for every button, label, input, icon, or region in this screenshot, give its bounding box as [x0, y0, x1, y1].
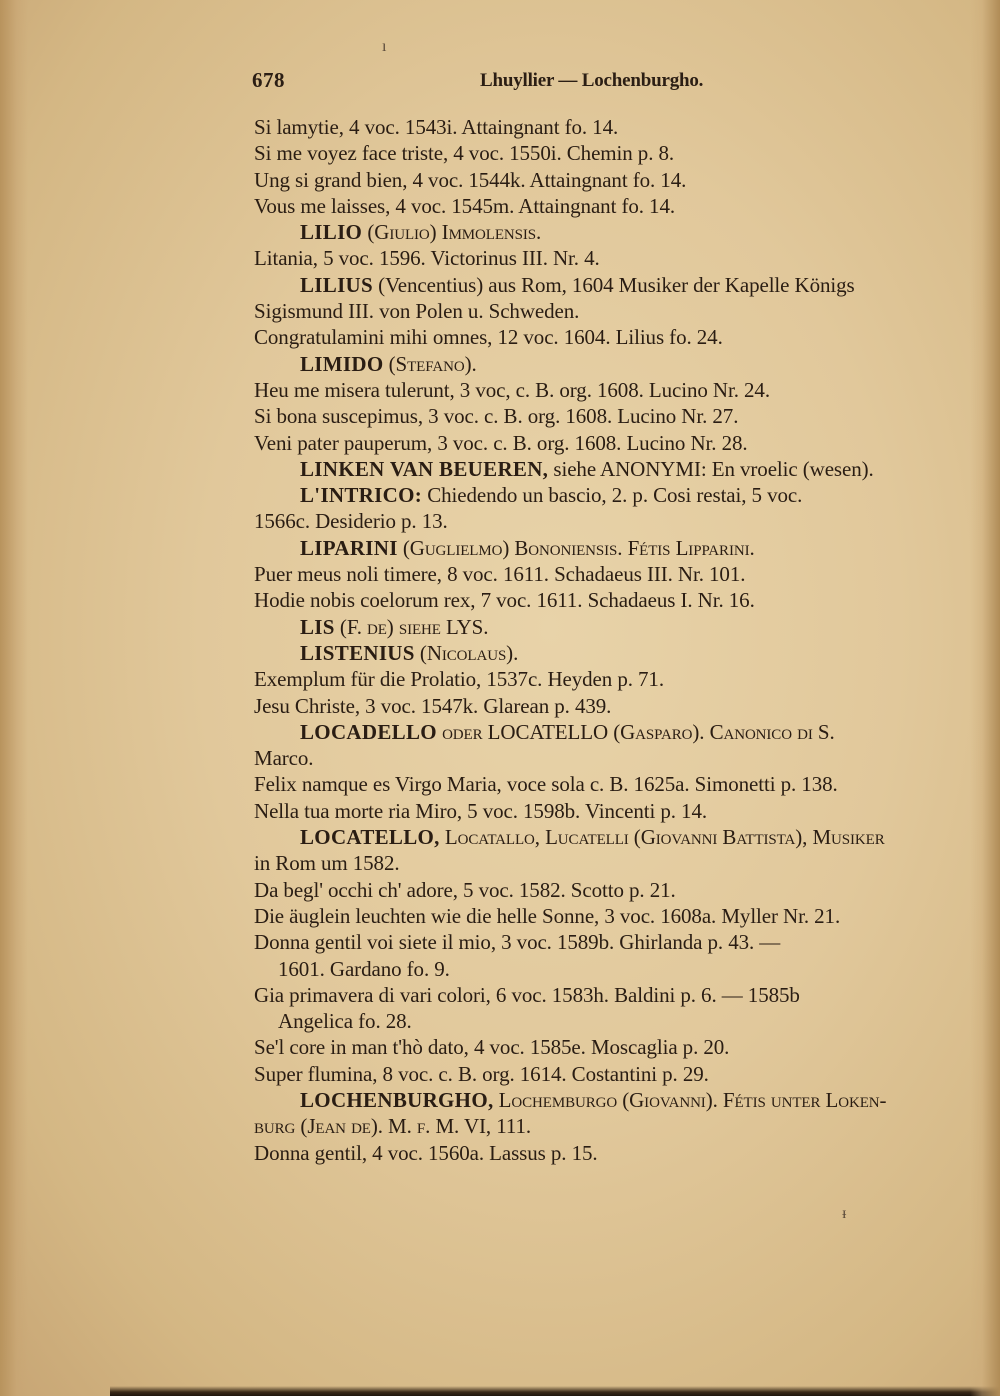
- running-head: Lhuyllier — Lochenburgho.: [480, 70, 704, 91]
- entry-line: Veni pater pauperum, 3 voc. c. B. org. 1608. Lucino Nr. 28.: [254, 430, 748, 455]
- ink-speck: ı: [382, 38, 387, 55]
- entry-line: Donna gentil voi siete il mio, 3 voc. 1589b. Ghirlanda p. 43. —: [254, 930, 781, 955]
- entry-line: Ung si grand bien, 4 voc. 1544k. Attaingnant fo. 14.: [254, 167, 687, 192]
- entry-continuation: Angelica fo. 28.: [278, 1009, 412, 1034]
- composer-heading: LISTENIUS (Nicolaus).: [300, 640, 519, 665]
- entry-line: Si bona suscepimus, 3 voc. c. B. org. 1608. Lucino Nr. 27.: [254, 404, 739, 429]
- composer-name: LILIUS: [300, 272, 374, 297]
- page-header: [252, 68, 892, 98]
- composer-name: LOCATELLO,: [300, 825, 440, 850]
- entry-line: burg (Jean de). M. f. M. VI, 111.: [254, 1114, 532, 1139]
- composer-heading: L'INTRICO: Chiedendo un bascio, 2. p. Cosi restai, 5 voc.: [300, 483, 803, 508]
- composer-name: LIPARINI: [300, 535, 398, 560]
- composer-name: LISTENIUS: [300, 640, 415, 665]
- entry-line: Nella tua morte ria Miro, 5 voc. 1598b. Vincenti p. 14.: [254, 798, 708, 823]
- entry-line: Exemplum für die Prolatio, 1537c. Heyden p. 71.: [254, 667, 664, 692]
- entry-line: Congratulamini mihi omnes, 12 voc. 1604. Lilius fo. 24.: [254, 325, 723, 350]
- entry-line: Heu me misera tulerunt, 3 voc, c. B. org. 1608. Lucino Nr. 24.: [254, 377, 770, 402]
- composer-heading: LIPARINI (Guglielmo) Bononiensis. Fétis Lipparini.: [300, 535, 755, 560]
- composer-heading: LIS (F. de) siehe LYS.: [300, 614, 489, 639]
- composer-name: LOCHENBURGHO,: [300, 1087, 494, 1112]
- entry-line: Puer meus noli timere, 8 voc. 1611. Schadaeus III. Nr. 101.: [254, 562, 746, 587]
- entry-line: Die äuglein leuchten wie die helle Sonne, 3 voc. 1608a. Myller Nr. 21.: [254, 903, 841, 928]
- composer-name: LOCADELLO: [300, 719, 437, 744]
- entry-line: Marco.: [254, 746, 314, 771]
- composer-name: L'INTRICO:: [300, 483, 423, 508]
- entry-line: Gia primavera di vari colori, 6 voc. 1583h. Baldini p. 6. — 1585b: [254, 982, 800, 1007]
- composer-heading: LOCATELLO, Locatallo, Lucatelli (Giovanni Battista), Musiker: [300, 825, 885, 850]
- entry-line: Hodie nobis coelorum rex, 7 voc. 1611. Schadaeus I. Nr. 16.: [254, 588, 755, 613]
- entry-line: Super flumina, 8 voc. c. B. org. 1614. Costantini p. 29.: [254, 1061, 709, 1086]
- composer-name: LILIO: [300, 220, 363, 245]
- composer-heading: LILIUS (Vencentius) aus Rom, 1604 Musiker der Kapelle Königs: [300, 272, 855, 297]
- entry-line: Donna gentil, 4 voc. 1560a. Lassus p. 15.: [254, 1140, 598, 1165]
- composer-heading: LILIO (Giulio) Immolensis.: [300, 220, 542, 245]
- entry-line: Vous me laisses, 4 voc. 1545m. Attaingnant fo. 14.: [254, 193, 675, 218]
- text-block: [254, 114, 922, 1166]
- entry-line: Litania, 5 voc. 1596. Victorinus III. Nr. 4.: [254, 246, 600, 271]
- entry-line: Si me voyez face triste, 4 voc. 1550i. Chemin p. 8.: [254, 141, 675, 166]
- composer-heading: LINKEN VAN BEUEREN, siehe ANONYMI: En vroelic (wesen).: [300, 456, 874, 481]
- entry-line: Si lamytie, 4 voc. 1543i. Attaingnant fo. 14.: [254, 115, 619, 139]
- entry-continuation: 1601. Gardano fo. 9.: [278, 956, 450, 981]
- entry-line: in Rom um 1582.: [254, 851, 400, 876]
- page-bottom-edge: [110, 1386, 1000, 1396]
- ink-speck: ᵻ: [842, 1205, 847, 1222]
- composer-name: LIMIDO: [300, 351, 384, 376]
- entry-line: Se'l core in man t'hò dato, 4 voc. 1585e. Moscaglia p. 20.: [254, 1035, 730, 1060]
- entry-line: Felix namque es Virgo Maria, voce sola c. B. 1625a. Simonetti p. 138.: [254, 772, 838, 797]
- composer-name: LIS: [300, 614, 335, 639]
- composer-heading: LOCADELLO oder LOCATELLO (Gasparo). Canonico di S.: [300, 719, 835, 744]
- composer-name: LINKEN VAN BEUEREN,: [300, 456, 549, 481]
- entry-line: Da begl' occhi ch' adore, 5 voc. 1582. Scotto p. 21.: [254, 877, 676, 902]
- entry-line: Sigismund III. von Polen u. Schweden.: [254, 299, 580, 324]
- entry-line: 1566c. Desiderio p. 13.: [254, 509, 448, 534]
- composer-heading: LIMIDO (Stefano).: [300, 351, 477, 376]
- entry-line: Jesu Christe, 3 voc. 1547k. Glarean p. 439.: [254, 693, 612, 718]
- page-number: 678: [252, 68, 285, 92]
- composer-heading: LOCHENBURGHO, Lochemburgo (Giovanni). Fétis unter Loken-: [300, 1087, 887, 1112]
